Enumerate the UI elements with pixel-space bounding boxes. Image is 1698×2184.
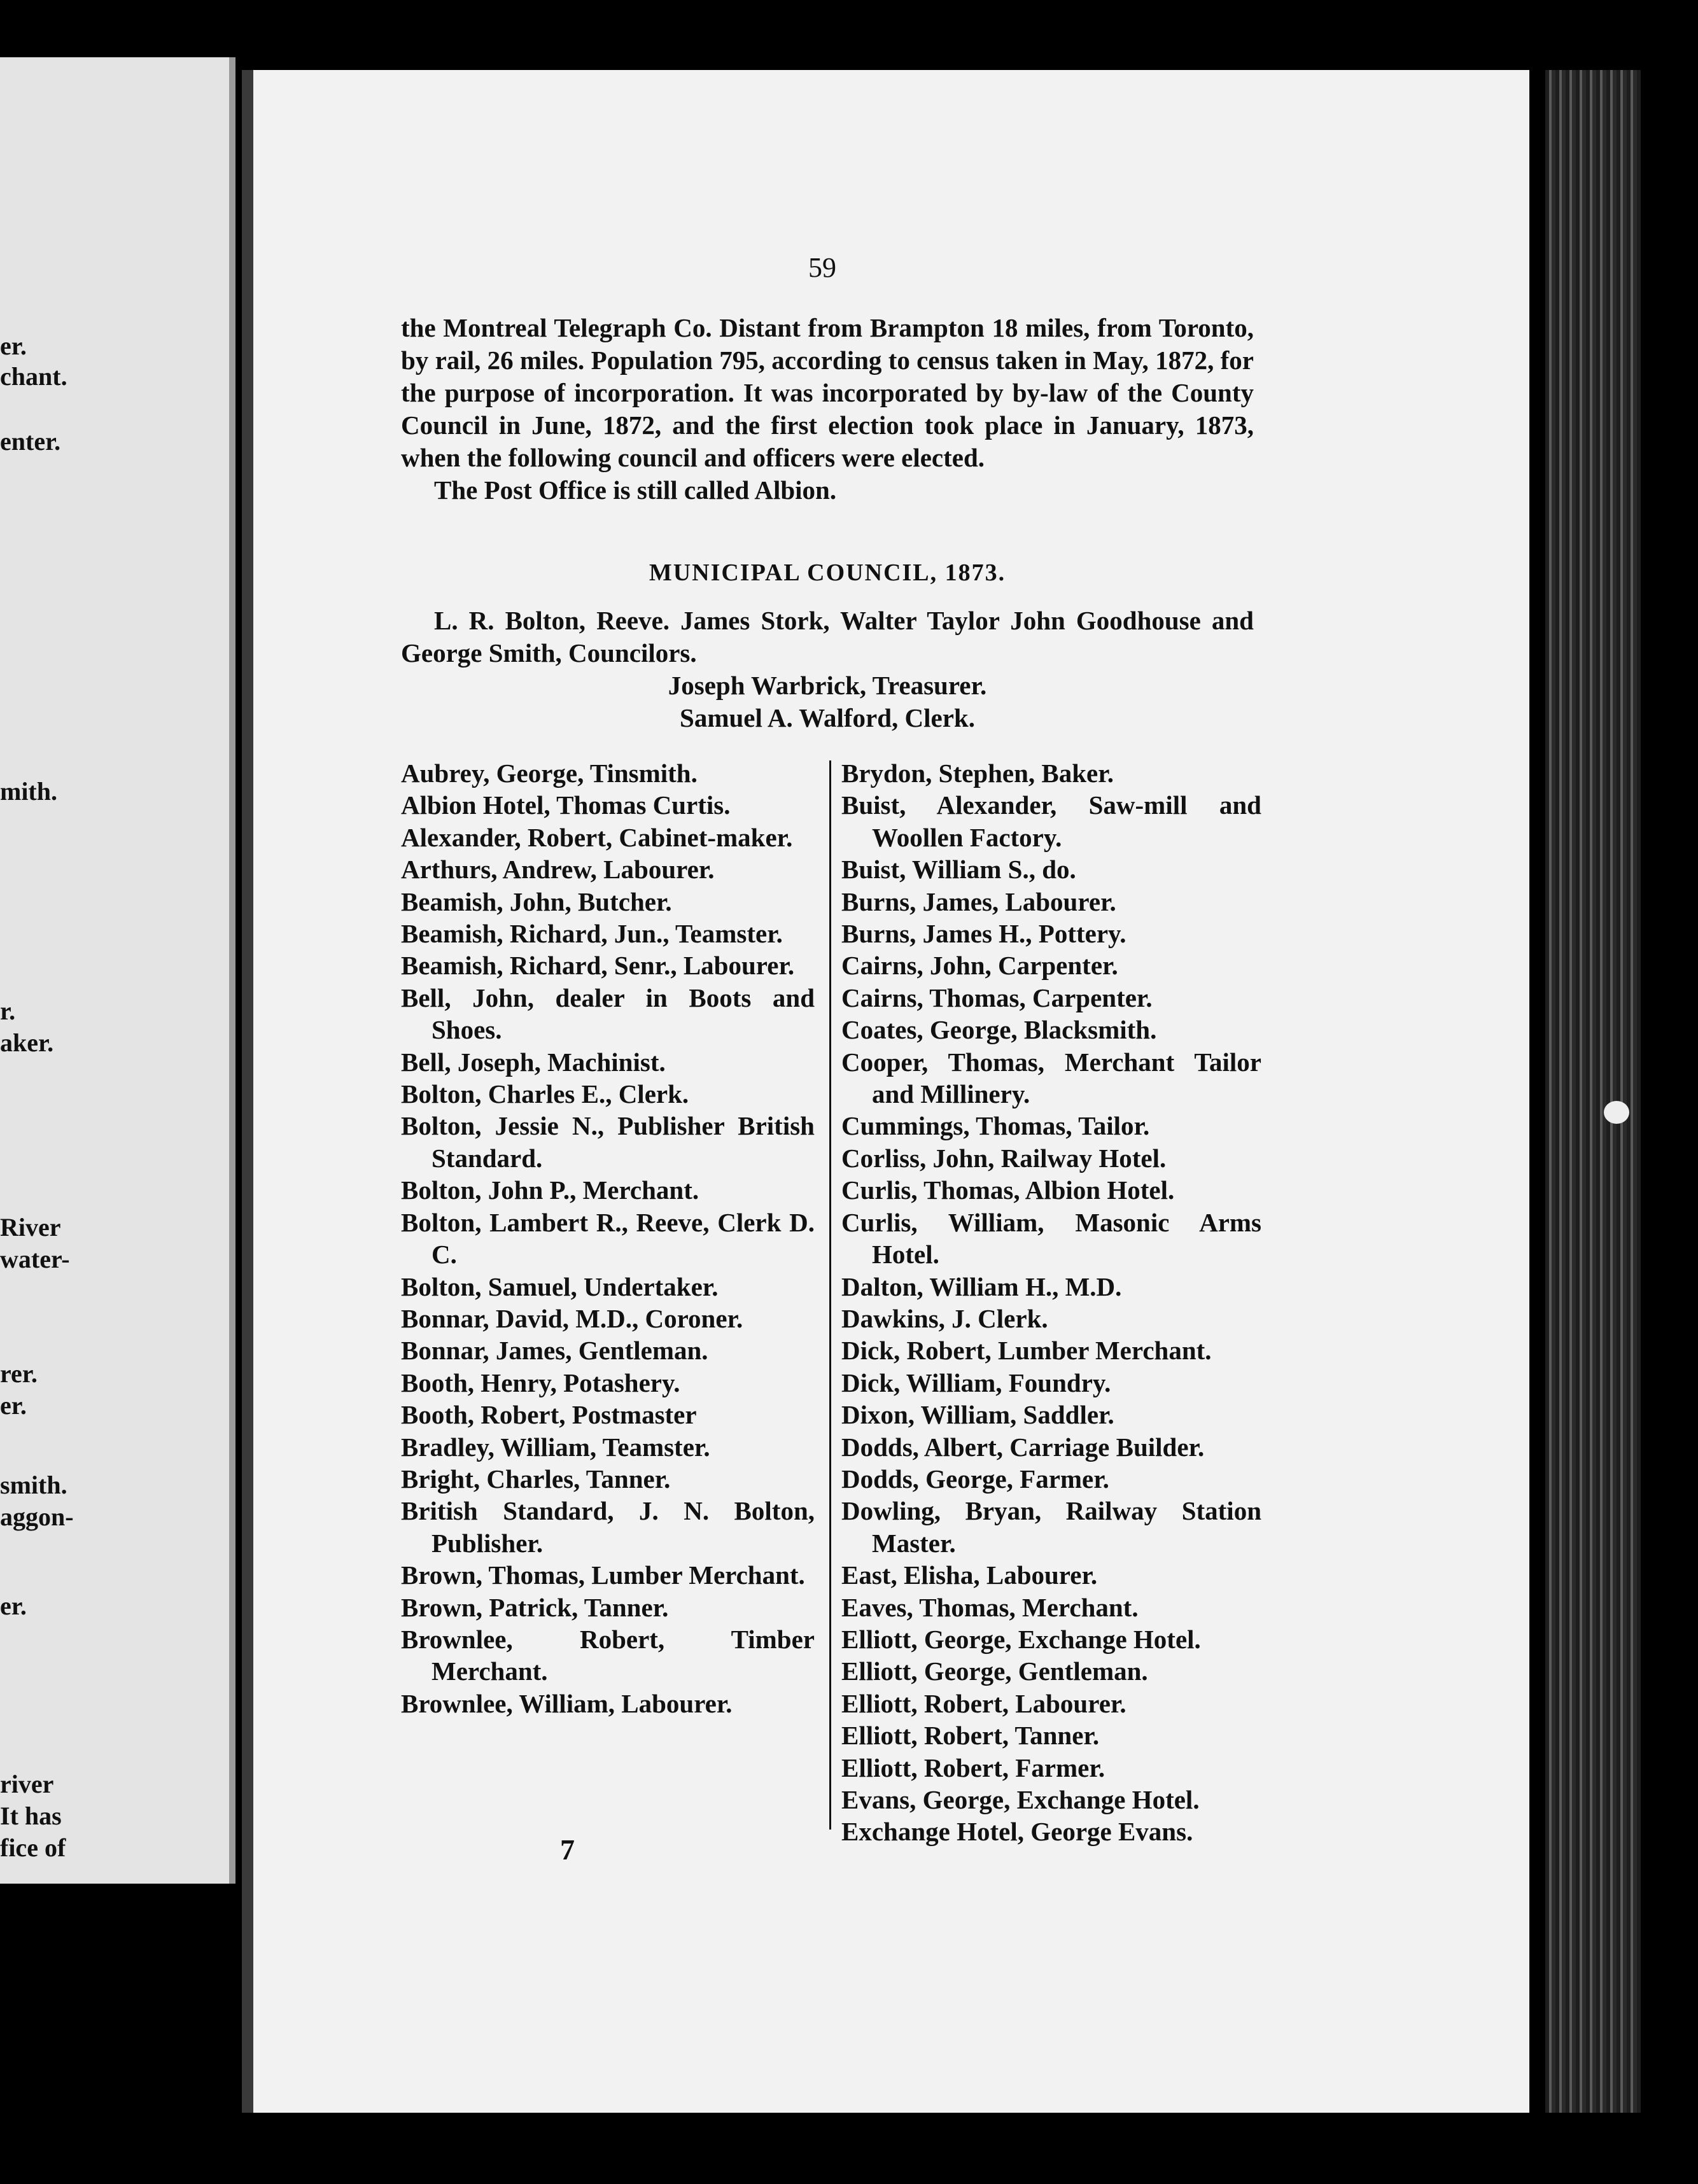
signature-mark: 7: [560, 1833, 575, 1866]
directory-right-column: [841, 757, 1261, 1848]
directory-entry: Elliott, Robert, Tanner.: [841, 1721, 1100, 1751]
directory-entry: Corliss, John, Railway Hotel.: [841, 1143, 1167, 1173]
directory-entry: Bolton, Charles E., Clerk.: [401, 1079, 689, 1109]
directory-entry: Burns, James H., Pottery.: [841, 919, 1126, 949]
left-fragment: er.: [0, 1592, 27, 1620]
directory-entry: Dalton, William H., M.D.: [841, 1271, 1122, 1301]
directory-entry: Brown, Thomas, Lumber Merchant.: [401, 1560, 805, 1590]
directory-entry: Alexander, Robert, Cabinet-maker.: [401, 822, 793, 852]
council-section: [401, 605, 1254, 734]
directory-entry: Bell, John, dealer in Boots and Shoes.: [401, 983, 815, 1045]
left-fragment: River: [0, 1213, 61, 1242]
directory-entry: Buist, Alexander, Saw-mill and Woollen Factory.: [841, 790, 1261, 852]
directory-entry: Bell, Joseph, Machinist.: [401, 1047, 666, 1077]
directory-entry: Exchange Hotel, George Evans.: [841, 1817, 1193, 1847]
left-fragment: r.: [0, 997, 16, 1025]
directory-entry: Elliott, George, Exchange Hotel.: [841, 1624, 1201, 1654]
directory-entry: Elliott, Robert, Labourer.: [841, 1688, 1126, 1718]
directory-entry: Booth, Henry, Potashery.: [401, 1368, 680, 1397]
directory-entry: Bolton, Lambert R., Reeve, Clerk D. C.: [401, 1207, 815, 1270]
left-page-fragment: [0, 57, 235, 1884]
directory-entry: Cairns, John, Carpenter.: [841, 951, 1118, 981]
paper-speck: [1604, 1101, 1629, 1124]
directory-entry: Dick, William, Foundry.: [841, 1368, 1111, 1397]
directory-entry: Cooper, Thomas, Merchant Tailor and Millinery.: [841, 1047, 1261, 1109]
council-members: L. R. Bolton, Reeve. James Stork, Walter Taylor John Goodhouse and George Smith, Councilors.: [401, 606, 1254, 668]
left-fragment: smith.: [0, 1471, 67, 1499]
intro-paragraph: the Montreal Telegraph Co. Distant from Brampton 18 miles, from Toronto, by rail, 26 miles. Population 795, according to census taken in May, 1872, for the purpose of incorporation. It was incorporated by by-law of the County Council in June, 1872, and the first election took place in January, 1873, when the following council and officers were elected.: [401, 313, 1254, 472]
directory-entry: Bolton, Jessie N., Publisher British Standard.: [401, 1111, 815, 1173]
clerk-line: Samuel A. Walford, Clerk.: [680, 703, 975, 732]
directory-entry: Curlis, Thomas, Albion Hotel.: [841, 1175, 1175, 1205]
directory-entry: Arthurs, Andrew, Labourer.: [401, 855, 715, 885]
left-fragment: mith.: [0, 777, 57, 806]
directory-entry: Buist, William S., do.: [841, 855, 1076, 885]
directory-entry: Beamish, John, Butcher.: [401, 886, 672, 916]
directory-entry: Elliott, Robert, Farmer.: [841, 1753, 1105, 1782]
directory-entry: East, Elisha, Labourer.: [841, 1560, 1098, 1590]
directory-entry: Dodds, George, Farmer.: [841, 1464, 1109, 1494]
directory-entry: Dawkins, J. Clerk.: [841, 1303, 1048, 1333]
directory-entry: Dixon, William, Saddler.: [841, 1400, 1114, 1430]
directory-entry: Cummings, Thomas, Tailor.: [841, 1111, 1150, 1141]
directory-entry: Dick, Robert, Lumber Merchant.: [841, 1336, 1212, 1366]
directory-entry: Beamish, Richard, Jun., Teamster.: [401, 919, 783, 949]
directory-entry: Aubrey, George, Tinsmith.: [401, 759, 698, 788]
directory-entry: Dodds, Albert, Carriage Builder.: [841, 1432, 1205, 1462]
directory-entry: Bolton, Samuel, Undertaker.: [401, 1271, 719, 1301]
directory-entry: Brydon, Stephen, Baker.: [841, 759, 1114, 788]
directory-entry: Bradley, William, Teamster.: [401, 1432, 710, 1462]
left-fragment: chant.: [0, 362, 67, 391]
page-number: 59: [808, 252, 836, 283]
directory-entry: British Standard, J. N. Bolton, Publisher.: [401, 1496, 815, 1558]
directory-entry: Coates, George, Blacksmith.: [841, 1015, 1157, 1045]
directory-entry: Evans, George, Exchange Hotel.: [841, 1785, 1200, 1814]
post-office-note: The Post Office is still called Albion.: [434, 475, 837, 505]
directory-entry: Brown, Patrick, Tanner.: [401, 1592, 669, 1622]
directory-entry: Bright, Charles, Tanner.: [401, 1464, 671, 1494]
book-page-edge: [1545, 70, 1641, 2113]
left-fragment: er.: [0, 1391, 27, 1420]
directory-entry: Brownlee, Robert, Timber Merchant.: [401, 1624, 815, 1686]
directory-entry: Bonnar, David, M.D., Coroner.: [401, 1303, 743, 1333]
left-fragment: aker.: [0, 1028, 54, 1057]
left-fragment: river: [0, 1770, 54, 1798]
directory-entry: Brownlee, William, Labourer.: [401, 1688, 733, 1718]
left-fragment: rer.: [0, 1359, 38, 1388]
directory-entry: Bolton, John P., Merchant.: [401, 1175, 699, 1205]
left-fragment: It has: [0, 1802, 62, 1830]
left-fragment: enter.: [0, 427, 61, 456]
intro-text: [401, 312, 1254, 507]
column-divider: [829, 760, 831, 1830]
left-fragment: fice of: [0, 1833, 66, 1862]
directory-entry: Dowling, Bryan, Railway Station Master.: [841, 1496, 1261, 1558]
directory-entry: Albion Hotel, Thomas Curtis.: [401, 790, 731, 820]
directory-entry: Elliott, George, Gentleman.: [841, 1656, 1148, 1686]
directory-entry: Bonnar, James, Gentleman.: [401, 1336, 708, 1366]
left-fragment: aggon-: [0, 1502, 74, 1531]
council-heading: MUNICIPAL COUNCIL, 1873.: [649, 559, 1006, 586]
treasurer-line: Joseph Warbrick, Treasurer.: [668, 671, 987, 700]
directory-entry: Booth, Robert, Postmaster: [401, 1400, 697, 1430]
directory-entry: Burns, James, Labourer.: [841, 886, 1116, 916]
left-fragment: er.: [0, 332, 27, 360]
directory-entry: Cairns, Thomas, Carpenter.: [841, 983, 1153, 1012]
directory-entry: Eaves, Thomas, Merchant.: [841, 1592, 1139, 1622]
directory-entry: Curlis, William, Masonic Arms Hotel.: [841, 1207, 1261, 1270]
directory-left-column: [401, 757, 815, 1719]
directory-entry: Beamish, Richard, Senr., Labourer.: [401, 951, 795, 981]
left-fragment: water-: [0, 1245, 70, 1273]
